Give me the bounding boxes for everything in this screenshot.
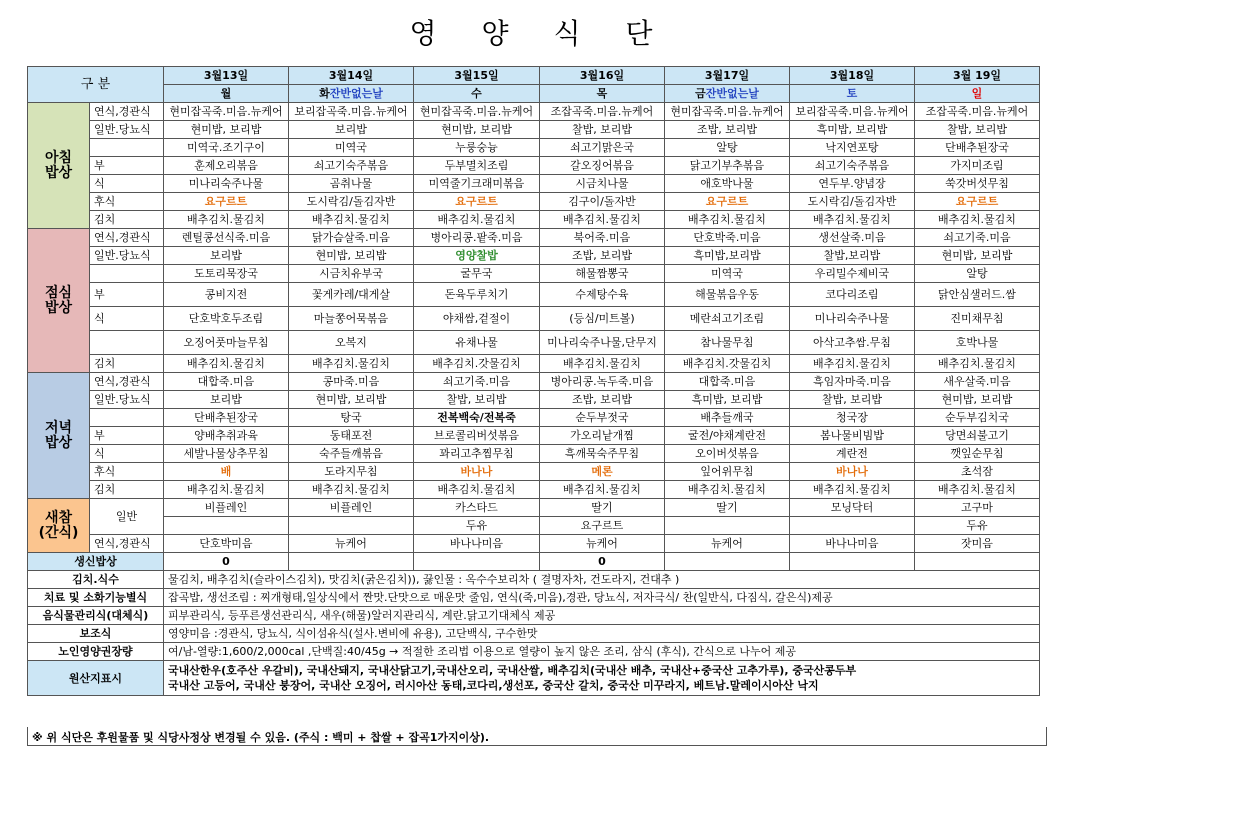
row-sublabel: 연식,경관식 (90, 229, 164, 247)
lunch-menu-cell: 해물짬뽕국 (540, 265, 665, 283)
lunch-menu-cell: 오복지 (289, 331, 414, 355)
row-sublabel: 후식 (90, 463, 164, 481)
breakfast-menu-cell: 쇠고기숙주볶음 (289, 157, 414, 175)
weekday-label: 화 (319, 87, 330, 100)
row-sublabel: 식 (90, 445, 164, 463)
breakfast-menu-cell: 단배추된장국 (915, 139, 1040, 157)
menu-notice: ※ 위 식단은 후원물품 및 식당사정상 변경될 수 있음. (주식 : 백미 + 찹쌀 + 잡곡1가지이상). (27, 727, 1047, 746)
breakfast-menu-cell: 알탕 (665, 139, 790, 157)
lunch-menu-cell: 닭안심샐러드.쌈 (915, 283, 1040, 307)
info-row-text: 피부관리식, 등푸른생선관리식, 새우(해물)알러지관리식, 계란.닭고기대체식 제공 (164, 607, 1040, 625)
info-row-text: 물김치, 배추김치(슬라이스김치), 맛김치(굵은김치)), 끓인물 : 옥수수보리차 ( 결명자차, 건도라지, 건대추 ) (164, 571, 1040, 589)
origin-line-1: 국내산한우(호주산 우갈비), 국내산돼지, 국내산닭고기,국내산오리, 국내산쌀, 배추김치(국내산 배추, 국내산+중국산 고추가루), 중국산콩두부 (168, 664, 857, 677)
breakfast-menu-cell: 배추김치.물김치 (414, 211, 540, 229)
weekday-header (540, 85, 665, 103)
lunch-menu-cell: 야채쌈,겉절이 (414, 307, 540, 331)
dinner-menu-cell: 흑깨묵숙주무침 (540, 445, 665, 463)
lunch-menu-cell: 배추김치.물김치 (915, 355, 1040, 373)
row-sublabel: 일반.당뇨식 (90, 121, 164, 139)
lunch-menu-cell: 영양찰밥 (414, 247, 540, 265)
breakfast-menu-cell: 낙지연포탕 (790, 139, 915, 157)
lunch-menu-cell: 우리밀수제비국 (790, 265, 915, 283)
snack-menu-cell: 요구르트 (540, 517, 665, 535)
dinner-menu-cell: 배추김치.물김치 (790, 481, 915, 499)
lunch-menu-cell: 굴무국 (414, 265, 540, 283)
lunch-menu-cell: 현미밥, 보리밥 (289, 247, 414, 265)
dinner-menu-cell: 당면쇠불고기 (915, 427, 1040, 445)
dinner-menu-cell: 대합죽.미음 (164, 373, 289, 391)
breakfast-menu-cell: 요구르트 (164, 193, 289, 211)
dinner-menu-cell: 배추김치.물김치 (164, 481, 289, 499)
lunch-menu-cell: 보리밥 (164, 247, 289, 265)
date-header: 3월 19일 (915, 67, 1040, 85)
lunch-menu-cell: 미나리숙주나물,단무지 (540, 331, 665, 355)
breakfast-menu-cell: 두부멸치조림 (414, 157, 540, 175)
weekday-header (289, 85, 414, 103)
breakfast-menu-cell: 현미밥, 보리밥 (414, 121, 540, 139)
lunch-menu-cell: 단호박죽.미음 (665, 229, 790, 247)
breakfast-menu-cell: 배추김치.물김치 (915, 211, 1040, 229)
lunch-section-label: 점심 밥상 (28, 229, 90, 373)
breakfast-menu-cell: 조잡곡죽.미음.뉴케어 (915, 103, 1040, 121)
lunch-menu-cell: (등심/미트볼) (540, 307, 665, 331)
dinner-menu-cell: 흑미밥, 보리밥 (665, 391, 790, 409)
birthday-cell: 0 (540, 553, 665, 571)
breakfast-menu-cell: 찰밥, 보리밥 (540, 121, 665, 139)
no-leftover-day-label: 잔반없는날 (329, 87, 383, 100)
lunch-menu-cell: 마늘쫑어묵볶음 (289, 307, 414, 331)
date-header: 3월18일 (790, 67, 915, 85)
date-header: 3월13일 (164, 67, 289, 85)
lunch-menu-cell: 돈육두루치기 (414, 283, 540, 307)
row-sublabel: 일반.당뇨식 (90, 391, 164, 409)
lunch-menu-cell: 현미밥, 보리밥 (915, 247, 1040, 265)
lunch-menu-cell: 코다리조림 (790, 283, 915, 307)
snack-menu-cell: 두유 (915, 517, 1040, 535)
lunch-menu-cell: 시금치유부국 (289, 265, 414, 283)
dinner-menu-cell: 메론 (540, 463, 665, 481)
dinner-menu-cell: 배추들깨국 (665, 409, 790, 427)
weekday-label: 일 (971, 87, 983, 100)
breakfast-menu-cell: 찰밥, 보리밥 (915, 121, 1040, 139)
breakfast-menu-cell: 배추김치.물김치 (289, 211, 414, 229)
row-sublabel (90, 409, 164, 427)
row-sublabel: 식 (90, 175, 164, 193)
snack-menu-cell: 뉴케어 (665, 535, 790, 553)
breakfast-menu-cell: 쇠고기맑은국 (540, 139, 665, 157)
dinner-menu-cell: 탕국 (289, 409, 414, 427)
lunch-menu-cell: 참나물무침 (665, 331, 790, 355)
row-sublabel: 연식,경관식 (90, 535, 164, 553)
breakfast-menu-cell: 쇠고기숙주볶음 (790, 157, 915, 175)
lunch-menu-cell: 알탕 (915, 265, 1040, 283)
snack-menu-cell (289, 517, 414, 535)
dinner-menu-cell: 초석잠 (915, 463, 1040, 481)
info-row-label: 노인영양권장량 (28, 643, 164, 661)
breakfast-menu-cell: 쑥갓버섯무침 (915, 175, 1040, 193)
breakfast-menu-cell: 배추김치.물김치 (540, 211, 665, 229)
breakfast-section-label: 아침 밥상 (28, 103, 90, 229)
row-sublabel: 부 (90, 157, 164, 175)
lunch-menu-cell: 렌틸콩선식죽.미음 (164, 229, 289, 247)
row-sublabel: 김치 (90, 211, 164, 229)
snack-menu-cell: 잣미음 (915, 535, 1040, 553)
lunch-menu-cell: 배추김치.갓물김치 (414, 355, 540, 373)
lunch-menu-cell: 수제탕수육 (540, 283, 665, 307)
dinner-menu-cell: 조밥, 보리밥 (540, 391, 665, 409)
snack-menu-cell: 뉴케어 (289, 535, 414, 553)
lunch-menu-cell: 생선살죽.미음 (790, 229, 915, 247)
dinner-menu-cell: 배추김치.물김치 (289, 481, 414, 499)
lunch-menu-cell: 조밥, 보리밥 (540, 247, 665, 265)
lunch-menu-cell: 병아리콩.팥죽.미음 (414, 229, 540, 247)
meal-plan-table (27, 66, 1040, 696)
lunch-menu-cell: 오징어풋마늘무침 (164, 331, 289, 355)
lunch-menu-cell: 미나리숙주나물 (790, 307, 915, 331)
snack-menu-cell: 비플레인 (289, 499, 414, 517)
breakfast-menu-cell: 갈오징어볶음 (540, 157, 665, 175)
dinner-menu-cell: 청국장 (790, 409, 915, 427)
dinner-menu-cell: 양배추취과육 (164, 427, 289, 445)
origin-text (164, 661, 1040, 696)
weekday-header (164, 85, 289, 103)
breakfast-menu-cell: 현미밥, 보리밥 (164, 121, 289, 139)
dinner-menu-cell: 병아리콩.녹두죽.미음 (540, 373, 665, 391)
page-title: 영 양 식 단 (409, 17, 671, 50)
dinner-menu-cell: 잎어위무침 (665, 463, 790, 481)
snack-menu-cell: 고구마 (915, 499, 1040, 517)
snack-section-label: 새참 (간식) (28, 499, 90, 553)
breakfast-menu-cell: 배추김치.물김치 (665, 211, 790, 229)
breakfast-menu-cell: 김구이/돌자반 (540, 193, 665, 211)
origin-line-2: 국내산 고등어, 국내산 붕장어, 국내산 오징어, 러시아산 동태,코다리,생선포, 중국산 갈치, 중국산 미꾸라지, 베트남.말레이시아산 낙지 (168, 679, 819, 692)
row-sublabel (90, 265, 164, 283)
birthday-row-label: 생신밥상 (28, 553, 164, 571)
weekday-label: 목 (596, 87, 608, 100)
breakfast-menu-cell: 연두부.양념장 (790, 175, 915, 193)
snack-menu-cell: 단호박미음 (164, 535, 289, 553)
breakfast-menu-cell: 흑미밥, 보리밥 (790, 121, 915, 139)
dinner-menu-cell: 배추김치.물김치 (915, 481, 1040, 499)
row-sublabel: 김치 (90, 481, 164, 499)
snack-menu-cell: 딸기 (540, 499, 665, 517)
dinner-menu-cell: 새우살죽.미음 (915, 373, 1040, 391)
breakfast-menu-cell: 미역줄기크래미볶음 (414, 175, 540, 193)
info-row-label: 음식물관리식(대체식) (28, 607, 164, 625)
dinner-menu-cell: 꽈리고추찜무침 (414, 445, 540, 463)
dinner-menu-cell: 보리밥 (164, 391, 289, 409)
weekday-header (915, 85, 1040, 103)
lunch-menu-cell: 단호박호두조림 (164, 307, 289, 331)
snack-menu-cell: 뉴케어 (540, 535, 665, 553)
dinner-menu-cell: 순두부김치국 (915, 409, 1040, 427)
snack-menu-cell: 딸기 (665, 499, 790, 517)
snack-menu-cell: 비플레인 (164, 499, 289, 517)
breakfast-menu-cell: 시금치나물 (540, 175, 665, 193)
dinner-menu-cell: 배추김치.물김치 (414, 481, 540, 499)
lunch-menu-cell: 흑미밥,보리밥 (665, 247, 790, 265)
birthday-cell (414, 553, 540, 571)
dinner-menu-cell: 숙주들깨볶음 (289, 445, 414, 463)
breakfast-menu-cell: 도시락김/돌김자반 (790, 193, 915, 211)
snack-menu-cell: 바나나미음 (414, 535, 540, 553)
weekday-header (665, 85, 790, 103)
breakfast-menu-cell: 애호박나물 (665, 175, 790, 193)
lunch-menu-cell: 아삭고추쌈.무침 (790, 331, 915, 355)
dinner-menu-cell: 단배추된장국 (164, 409, 289, 427)
breakfast-menu-cell: 요구르트 (414, 193, 540, 211)
dinner-menu-cell: 굴전/야채계란전 (665, 427, 790, 445)
lunch-menu-cell: 배추김치.물김치 (164, 355, 289, 373)
row-sublabel (90, 139, 164, 157)
dinner-menu-cell: 세발나물상추무침 (164, 445, 289, 463)
dinner-section-label: 저녁 밥상 (28, 373, 90, 499)
lunch-menu-cell: 꽃게카레/대게살 (289, 283, 414, 307)
lunch-menu-cell: 도토리묵장국 (164, 265, 289, 283)
date-header: 3월16일 (540, 67, 665, 85)
breakfast-menu-cell: 현미잡곡죽.미음.뉴케어 (665, 103, 790, 121)
breakfast-menu-cell: 훈제오리볶음 (164, 157, 289, 175)
lunch-menu-cell: 미역국 (665, 265, 790, 283)
lunch-menu-cell: 배추김치.갓물김치 (665, 355, 790, 373)
info-row-text: 영양미음 :경관식, 당뇨식, 식이섬유식(설사.변비에 유용), 고단백식, 구수한맛 (164, 625, 1040, 643)
row-sublabel: 부 (90, 427, 164, 445)
dinner-menu-cell: 배추김치.물김치 (665, 481, 790, 499)
no-leftover-day-label: 잔반없는날 (705, 87, 759, 100)
origin-label: 원산지표시 (28, 661, 164, 696)
weekday-header (414, 85, 540, 103)
birthday-cell (915, 553, 1040, 571)
birthday-cell (665, 553, 790, 571)
breakfast-menu-cell: 도시락김/돌김자반 (289, 193, 414, 211)
snack-menu-cell: 바나나미음 (790, 535, 915, 553)
dinner-menu-cell: 브로콜리버섯볶음 (414, 427, 540, 445)
weekday-label: 월 (220, 87, 232, 100)
dinner-menu-cell: 대합죽.미음 (665, 373, 790, 391)
birthday-cell: 0 (164, 553, 289, 571)
breakfast-menu-cell: 요구르트 (665, 193, 790, 211)
lunch-menu-cell: 쇠고기죽.미음 (915, 229, 1040, 247)
breakfast-menu-cell: 미역국 (289, 139, 414, 157)
breakfast-menu-cell: 배추김치.물김치 (790, 211, 915, 229)
row-sublabel: 식 (90, 307, 164, 331)
dinner-menu-cell: 순두부젓국 (540, 409, 665, 427)
breakfast-menu-cell: 미나리숙주나물 (164, 175, 289, 193)
breakfast-menu-cell: 배추김치.물김치 (164, 211, 289, 229)
dinner-menu-cell: 봄나물비빔밥 (790, 427, 915, 445)
dinner-menu-cell: 바나나 (790, 463, 915, 481)
date-header: 3월15일 (414, 67, 540, 85)
row-sublabel: 후식 (90, 193, 164, 211)
breakfast-menu-cell: 보리밥 (289, 121, 414, 139)
snack-menu-cell: 두유 (414, 517, 540, 535)
lunch-menu-cell: 배추김치.물김치 (540, 355, 665, 373)
dinner-menu-cell: 흑임자마죽.미음 (790, 373, 915, 391)
weekday-header (790, 85, 915, 103)
snack-menu-cell: 모닝닥터 (790, 499, 915, 517)
weekday-label: 토 (846, 87, 858, 100)
breakfast-menu-cell: 조잡곡죽.미음.뉴케어 (540, 103, 665, 121)
lunch-menu-cell: 진미채무침 (915, 307, 1040, 331)
info-row-text: 여/남-열량:1,600/2,000cal ,단백질:40/45g → 적절한 조리법 이용으로 열량이 높지 않은 조리, 삼식 (후식), 간식으로 나누어 제공 (164, 643, 1040, 661)
row-sublabel: 부 (90, 283, 164, 307)
row-sublabel: 일반 (90, 499, 164, 535)
breakfast-menu-cell: 곰취나물 (289, 175, 414, 193)
breakfast-menu-cell: 요구르트 (915, 193, 1040, 211)
row-sublabel (90, 331, 164, 355)
info-row-label: 치료 및 소화기능별식 (28, 589, 164, 607)
lunch-menu-cell: 찰밥,보리밥 (790, 247, 915, 265)
breakfast-menu-cell: 보리잡곡죽.미음.뉴케어 (289, 103, 414, 121)
dinner-menu-cell: 동태포전 (289, 427, 414, 445)
snack-menu-cell (665, 517, 790, 535)
lunch-menu-cell: 닭가슴살죽.미음 (289, 229, 414, 247)
breakfast-menu-cell: 미역국.조기구이 (164, 139, 289, 157)
dinner-menu-cell: 현미밥, 보리밥 (289, 391, 414, 409)
weekday-label: 금 (695, 87, 706, 100)
dinner-menu-cell: 배 (164, 463, 289, 481)
snack-menu-cell (790, 517, 915, 535)
dinner-menu-cell: 계란전 (790, 445, 915, 463)
info-row-label: 보조식 (28, 625, 164, 643)
dinner-menu-cell: 전복백숙/전복죽 (414, 409, 540, 427)
dinner-menu-cell: 현미밥, 보리밥 (915, 391, 1040, 409)
dinner-menu-cell: 찰밥, 보리밥 (790, 391, 915, 409)
dinner-menu-cell: 도라지무침 (289, 463, 414, 481)
dinner-menu-cell: 콩마죽.미음 (289, 373, 414, 391)
dinner-menu-cell: 가오리낱개찜 (540, 427, 665, 445)
breakfast-menu-cell: 누룽숭늉 (414, 139, 540, 157)
breakfast-menu-cell: 조밥, 보리밥 (665, 121, 790, 139)
breakfast-menu-cell: 현미잡곡죽.미음.뉴케어 (414, 103, 540, 121)
birthday-cell (289, 553, 414, 571)
lunch-menu-cell: 해물볶음우동 (665, 283, 790, 307)
dinner-menu-cell: 찰밥, 보리밥 (414, 391, 540, 409)
snack-menu-cell: 카스타드 (414, 499, 540, 517)
date-header: 3월17일 (665, 67, 790, 85)
birthday-cell (790, 553, 915, 571)
breakfast-menu-cell: 닭고기부추볶음 (665, 157, 790, 175)
lunch-menu-cell: 메란쇠고기조림 (665, 307, 790, 331)
row-sublabel: 연식,경관식 (90, 373, 164, 391)
info-row-label: 김치.식수 (28, 571, 164, 589)
breakfast-menu-cell: 가지미조림 (915, 157, 1040, 175)
row-sublabel: 일반.당뇨식 (90, 247, 164, 265)
breakfast-menu-cell: 현미잡곡죽.미음.뉴케어 (164, 103, 289, 121)
lunch-menu-cell: 배추김치.물김치 (790, 355, 915, 373)
snack-menu-cell (164, 517, 289, 535)
lunch-menu-cell: 호박나물 (915, 331, 1040, 355)
category-header: 구 분 (28, 67, 164, 103)
info-row-text: 잡곡밥, 생선조림 : 찌개형태,일상식에서 짠맛.단맛으로 매운맛 줄임, 연식(죽,미음),경관, 당뇨식, 저자극식/ 찬(일반식, 다짐식, 갈은식)제공 (164, 589, 1040, 607)
dinner-menu-cell: 오이버섯볶음 (665, 445, 790, 463)
row-sublabel: 김치 (90, 355, 164, 373)
row-sublabel: 연식,경관식 (90, 103, 164, 121)
lunch-menu-cell: 콩비지전 (164, 283, 289, 307)
dinner-menu-cell: 깻잎순무침 (915, 445, 1040, 463)
dinner-menu-cell: 바나나 (414, 463, 540, 481)
lunch-menu-cell: 배추김치.물김치 (289, 355, 414, 373)
breakfast-menu-cell: 보리잡곡죽.미음.뉴케어 (790, 103, 915, 121)
lunch-menu-cell: 북어죽.미음 (540, 229, 665, 247)
weekday-label: 수 (471, 87, 482, 100)
date-header: 3월14일 (289, 67, 414, 85)
lunch-menu-cell: 유채나물 (414, 331, 540, 355)
dinner-menu-cell: 쇠고기죽.미음 (414, 373, 540, 391)
dinner-menu-cell: 배추김치.물김치 (540, 481, 665, 499)
